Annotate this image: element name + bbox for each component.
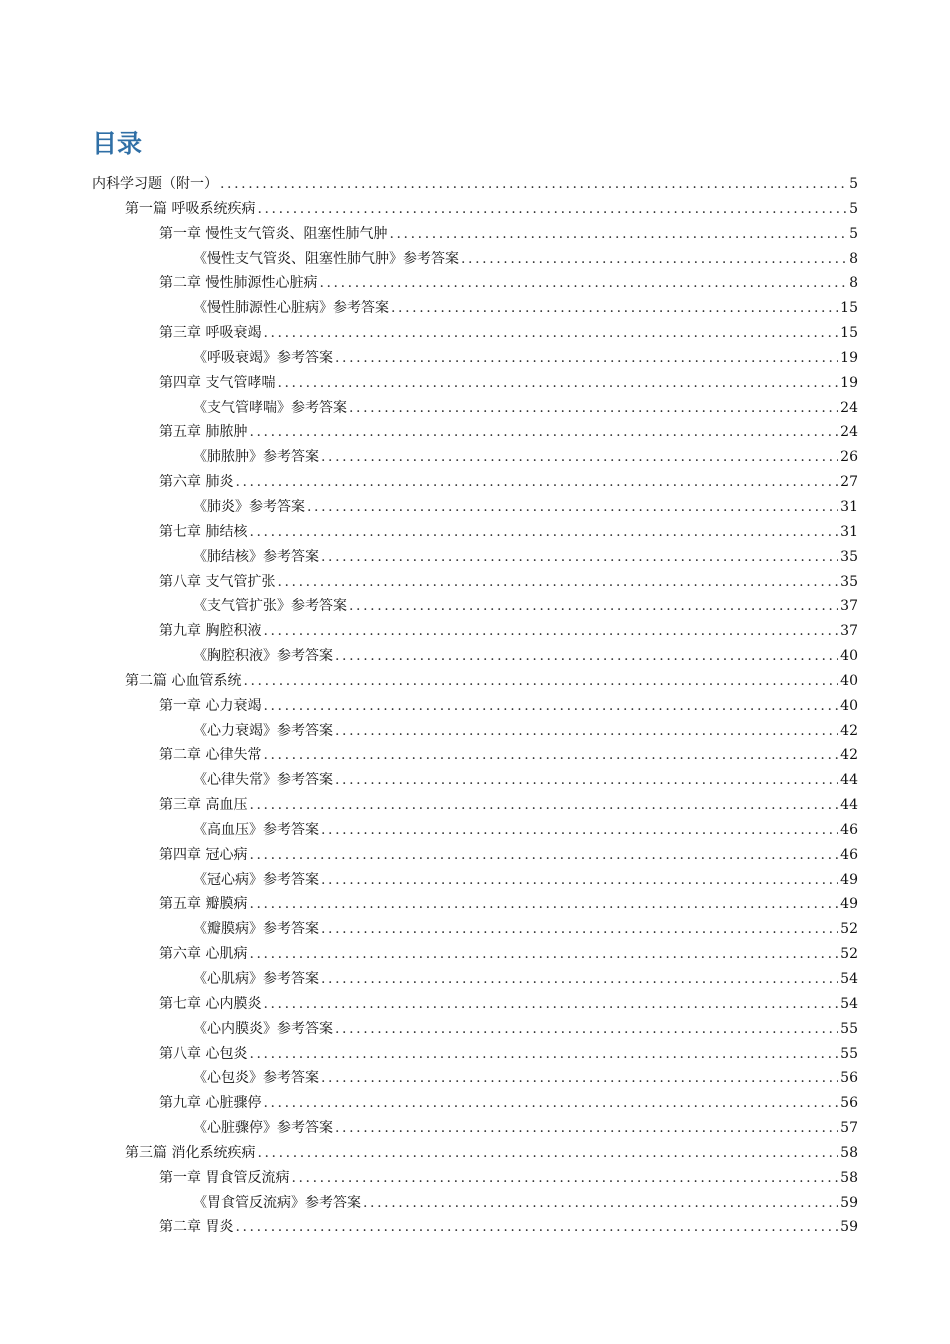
toc-entry[interactable]: [0, 743, 950, 768]
toc-entry-text: 第一篇 呼吸系统疾病: [125, 200, 256, 217]
toc-page-number: 8: [849, 275, 858, 292]
toc-entry-text: 《心力衰竭》参考答案: [193, 722, 333, 739]
toc-page-number: 5: [849, 200, 858, 217]
toc-page-number: 37: [840, 598, 858, 615]
toc-page-number: 52: [840, 921, 858, 938]
toc-page-number: 24: [840, 424, 858, 441]
toc-entry[interactable]: [0, 570, 950, 595]
toc-entry-text: 第二篇 心血管系统: [125, 672, 242, 689]
toc-page-number: 46: [840, 821, 858, 838]
toc-dot-leader: [321, 1066, 838, 1091]
toc-page-number: 44: [840, 772, 858, 789]
toc-page-number: 8: [849, 250, 858, 267]
toc-entry[interactable]: [0, 1042, 950, 1067]
toc-entry-text: 第九章 胸腔积液: [159, 623, 262, 640]
toc-entry-text: 第八章 心包炎: [159, 1045, 248, 1062]
toc-page-number: 19: [840, 349, 858, 366]
toc-dot-leader: [335, 644, 838, 669]
toc-entry-text: 《瓣膜病》参考答案: [193, 921, 319, 938]
toc-entry-text: 第八章 支气管扩张: [159, 573, 276, 590]
toc-dot-leader: [461, 247, 847, 272]
toc-dot-leader: [263, 619, 838, 644]
toc-entry[interactable]: [0, 793, 950, 818]
toc-entry[interactable]: [0, 545, 950, 570]
toc-entry-text: 《肺脓肿》参考答案: [193, 449, 319, 466]
toc-entry-text: 《心脏骤停》参考答案: [193, 1120, 333, 1137]
toc-entry-text: 第四章 冠心病: [159, 846, 248, 863]
toc-dot-leader: [249, 892, 838, 917]
toc-page-number: 54: [840, 971, 858, 987]
toc-entry[interactable]: [0, 470, 950, 495]
toc-title: 目录: [92, 129, 143, 158]
toc-entry[interactable]: [0, 669, 950, 694]
toc-entry-text: 《慢性肺源性心脏病》参考答案: [193, 300, 389, 317]
toc-entry[interactable]: [0, 942, 950, 967]
toc-entry[interactable]: [0, 694, 950, 719]
toc-dot-leader: [321, 545, 838, 570]
toc-page-number: 40: [840, 672, 858, 689]
toc-page-number: 40: [840, 648, 858, 665]
toc-entry[interactable]: [0, 1066, 950, 1091]
toc-dot-leader: [249, 793, 838, 818]
toc-entry-text: 《心肌病》参考答案: [193, 971, 319, 987]
toc-entry-text: 《冠心病》参考答案: [193, 871, 319, 888]
toc-dot-leader: [235, 470, 838, 495]
toc-dot-leader: [307, 495, 838, 520]
toc-entry[interactable]: [0, 321, 950, 346]
toc-dot-leader: [263, 694, 838, 719]
toc-dot-leader: [321, 868, 838, 893]
toc-entry-text: 《支气管哮喘》参考答案: [193, 399, 347, 416]
toc-entry[interactable]: [0, 917, 950, 942]
toc-page-number: 5: [849, 176, 858, 192]
toc-entry-text: 《胃食管反流病》参考答案: [193, 1194, 361, 1211]
toc-dot-leader: [321, 967, 838, 992]
toc-entry-text: 第三篇 消化系统疾病: [125, 1144, 256, 1161]
toc-entry[interactable]: [0, 495, 950, 520]
toc-entry-text: 《心内膜炎》参考答案: [193, 1020, 333, 1037]
toc-dot-leader: [249, 843, 838, 868]
toc-dot-leader: [335, 719, 838, 744]
toc-page-number: 54: [840, 995, 858, 1012]
toc-entry-text: 第二章 心律失常: [159, 747, 262, 764]
toc-dot-leader: [257, 1141, 838, 1166]
toc-entry[interactable]: [0, 1141, 950, 1166]
toc-page-number: 56: [840, 1070, 858, 1087]
toc-entry[interactable]: [0, 967, 950, 992]
toc-entry-text: 《心包炎》参考答案: [193, 1070, 319, 1087]
toc-page-number: 59: [840, 1194, 858, 1211]
toc-dot-leader: [263, 1091, 838, 1116]
toc-entry[interactable]: [0, 1166, 950, 1191]
toc-dot-leader: [263, 992, 838, 1017]
toc-entry[interactable]: [0, 843, 950, 868]
toc-dot-leader: [335, 768, 838, 793]
toc-dot-leader: [243, 669, 838, 694]
toc-page-number: 52: [840, 946, 858, 963]
toc-page-number: 35: [840, 548, 858, 565]
toc-page-number: 31: [840, 498, 858, 515]
toc-entry-text: 《肺结核》参考答案: [193, 548, 319, 565]
toc-page-number: 56: [840, 1095, 858, 1112]
toc-entry[interactable]: [0, 719, 950, 744]
toc-page-number: 24: [840, 399, 858, 416]
toc-entry-text: 第九章 心脏骤停: [159, 1095, 262, 1112]
toc-page-number: 49: [840, 871, 858, 888]
toc-page-number: 35: [840, 573, 858, 590]
toc-dot-leader: [321, 445, 838, 470]
toc-page-number: 59: [840, 1219, 858, 1236]
toc-dot-leader: [349, 396, 838, 421]
toc-dot-leader: [249, 1042, 838, 1067]
toc-entry[interactable]: [0, 371, 950, 396]
toc-dot-leader: [263, 321, 838, 346]
toc-dot-leader: [277, 371, 838, 396]
toc-dot-leader: [321, 818, 838, 843]
toc-entry-text: 第四章 支气管哮喘: [159, 374, 276, 391]
toc-entry[interactable]: [0, 1091, 950, 1116]
toc-dot-leader: [335, 1116, 838, 1141]
toc-page-number: 26: [840, 449, 858, 466]
toc-entry-text: 第七章 肺结核: [159, 523, 248, 540]
toc-entry-text: 《胸腔积液》参考答案: [193, 648, 333, 665]
toc-entry[interactable]: [0, 868, 950, 893]
toc-list: [0, 172, 950, 1240]
toc-entry-text: 第二章 胃炎: [159, 1219, 234, 1236]
toc-entry[interactable]: [0, 892, 950, 917]
toc-entry-text: 《慢性支气管炎、阻塞性肺气肿》参考答案: [193, 250, 459, 267]
toc-page-number: 19: [840, 374, 858, 391]
toc-entry[interactable]: [0, 445, 950, 470]
toc-entry-text: 《肺炎》参考答案: [193, 498, 305, 515]
toc-page-number: 15: [840, 325, 858, 342]
toc-page-number: 44: [840, 797, 858, 814]
toc-entry[interactable]: [0, 396, 950, 421]
toc-entry[interactable]: [0, 420, 950, 445]
toc-entry[interactable]: [0, 1017, 950, 1042]
toc-entry-text: 第二章 慢性肺源性心脏病: [159, 275, 318, 292]
toc-page-number: 15: [840, 300, 858, 317]
toc-entry-text: 《呼吸衰竭》参考答案: [193, 349, 333, 366]
toc-dot-leader: [363, 1191, 838, 1216]
toc-page-number: 31: [840, 523, 858, 540]
toc-entry-text: 第一章 心力衰竭: [159, 697, 262, 714]
toc-page-number: 42: [840, 747, 858, 764]
toc-dot-leader: [319, 271, 847, 296]
toc-entry[interactable]: [0, 520, 950, 545]
toc-entry[interactable]: [0, 1191, 950, 1216]
toc-entry-text: 第一章 胃食管反流病: [159, 1169, 290, 1186]
toc-page-number: 27: [840, 474, 858, 491]
toc-entry-text: 内科学习题（附一）: [92, 176, 218, 192]
toc-page-number: 49: [840, 896, 858, 913]
toc-dot-leader: [291, 1166, 838, 1191]
toc-entry[interactable]: [0, 1215, 950, 1240]
toc-dot-leader: [249, 520, 838, 545]
toc-page-number: 55: [840, 1045, 858, 1062]
toc-entry[interactable]: [0, 271, 950, 296]
toc-entry-text: 《支气管扩张》参考答案: [193, 598, 347, 615]
toc-entry-text: 第五章 肺脓肿: [159, 424, 248, 441]
toc-dot-leader: [249, 420, 838, 445]
toc-dot-leader: [321, 917, 838, 942]
toc-dot-leader: [335, 346, 838, 371]
toc-entry[interactable]: [0, 768, 950, 793]
toc-dot-leader: [277, 570, 838, 595]
toc-entry-text: 第六章 心肌病: [159, 946, 248, 963]
toc-entry[interactable]: [0, 222, 950, 247]
toc-entry[interactable]: [0, 296, 950, 321]
toc-dot-leader: [263, 743, 838, 768]
toc-entry[interactable]: [0, 247, 950, 272]
toc-entry-text: 第三章 呼吸衰竭: [159, 325, 262, 342]
toc-dot-leader: [235, 1215, 838, 1240]
toc-page-number: 37: [840, 623, 858, 640]
toc-page-number: 46: [840, 846, 858, 863]
toc-dot-leader: [335, 1017, 838, 1042]
toc-entry[interactable]: [0, 619, 950, 644]
toc-entry[interactable]: [0, 197, 950, 222]
toc-page-number: 58: [840, 1144, 858, 1161]
toc-entry[interactable]: [0, 346, 950, 371]
toc-dot-leader: [249, 942, 838, 967]
toc-entry-text: 第七章 心内膜炎: [159, 995, 262, 1012]
toc-entry[interactable]: [0, 172, 950, 197]
toc-entry-text: 第六章 肺炎: [159, 474, 234, 491]
toc-page-number: 57: [840, 1120, 858, 1137]
toc-entry[interactable]: [0, 818, 950, 843]
toc-entry-text: 《高血压》参考答案: [193, 821, 319, 838]
toc-entry-text: 第三章 高血压: [159, 797, 248, 814]
toc-entry[interactable]: [0, 992, 950, 1017]
toc-entry[interactable]: [0, 644, 950, 669]
toc-dot-leader: [389, 222, 847, 247]
toc-page-number: 40: [840, 697, 858, 714]
toc-dot-leader: [257, 197, 847, 222]
toc-entry[interactable]: [0, 1116, 950, 1141]
toc-page-number: 55: [840, 1020, 858, 1037]
toc-dot-leader: [349, 594, 838, 619]
toc-entry[interactable]: [0, 594, 950, 619]
toc-entry-text: 第一章 慢性支气管炎、阻塞性肺气肿: [159, 225, 388, 242]
toc-entry-text: 《心律失常》参考答案: [193, 772, 333, 789]
toc-entry-text: 第五章 瓣膜病: [159, 896, 248, 913]
toc-page-number: 58: [840, 1169, 858, 1186]
toc-page-number: 42: [840, 722, 858, 739]
toc-page-number: 5: [849, 225, 858, 242]
toc-dot-leader: [220, 172, 847, 197]
toc-dot-leader: [391, 296, 838, 321]
